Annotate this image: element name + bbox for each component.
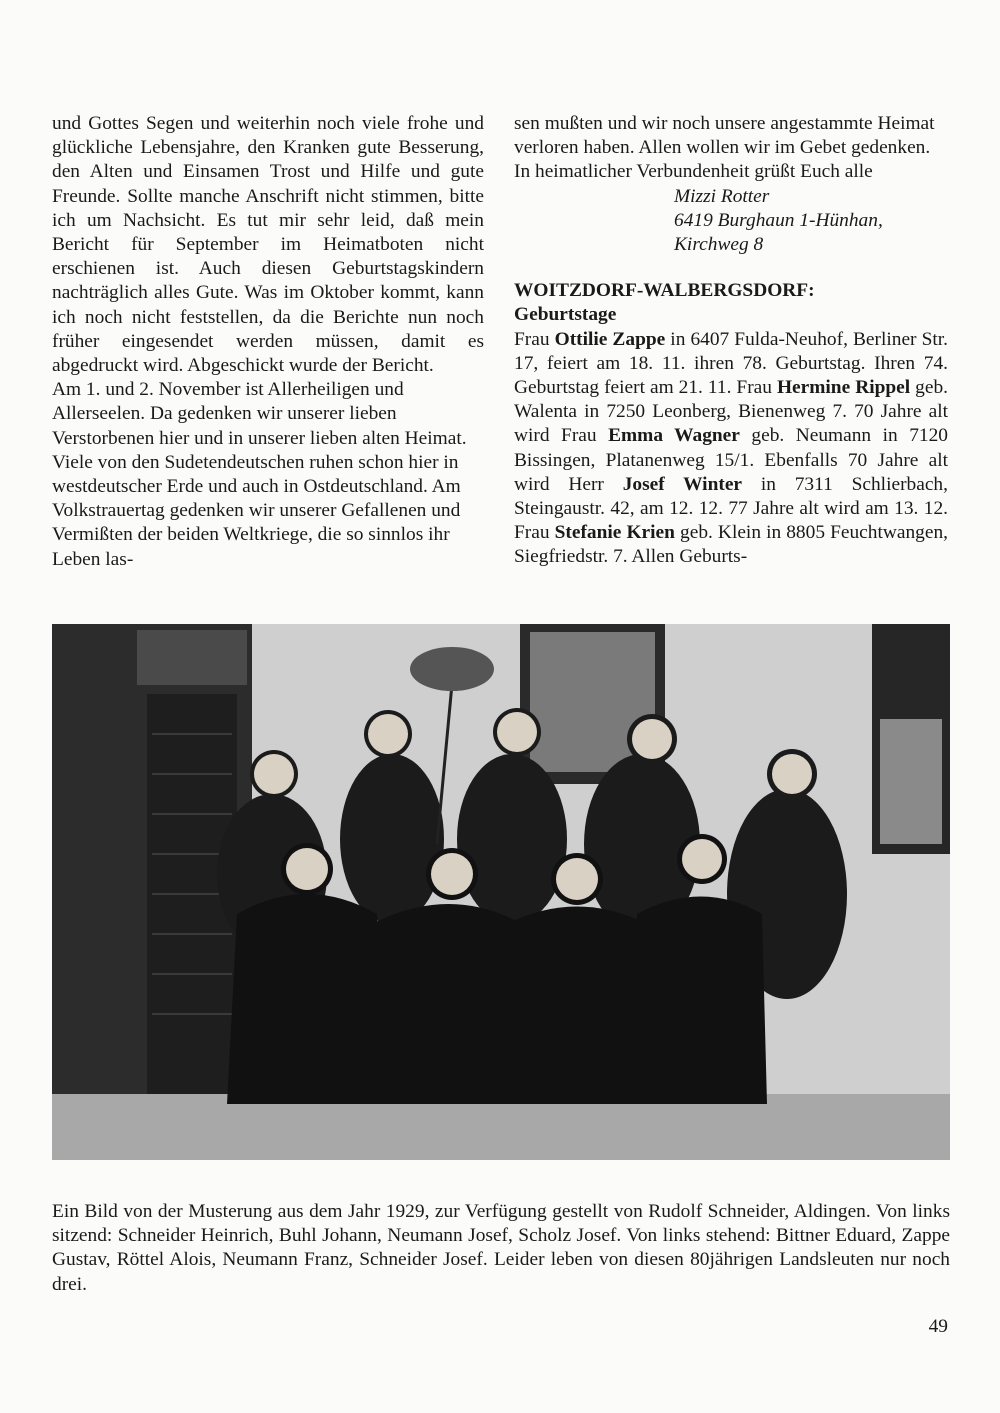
- page-number: 49: [928, 1316, 948, 1337]
- birthday-name-4: Josef Winter: [622, 473, 743, 495]
- left-paragraph-1: und Gottes Segen und weiterhin noch viele frohe und glückliche Lebensjahre, den Kranken gute Besserung, den Alten und Einsamen Trost und Hilfe und gute Freunde. Sollte manche Anschrift nicht stimmen, bitte ich um Nachsicht. Es tut mir sehr leid, daß mein Bericht für September im Heimatboten nicht erschienen ist. Auch diesen Geburtstagskindern nachträglich alles Gute. Was im Oktober kommt, kann ich noch nicht feststellen, da die Berichte nun noch früher eingesendet werden müssen, damit es abgedruckt wird. Abgeschickt wurde der Bericht.: [52, 113, 484, 377]
- birthday-list: [514, 328, 948, 570]
- birthday-text-5: in 7311 Schlierbach, Steingaustr. 42, am 12. 12. 77 Jahre alt wird am 13. 12. Frau: [514, 473, 948, 544]
- birthday-text-3: geb. Walenta in 7250 Leonberg, Bienenweg 7. 70 Jahre alt wird Frau: [514, 377, 948, 447]
- birthday-text-6: geb. Klein in 8805 Feuchtwangen, Siegfriedstr. 7. Allen Geburts-: [514, 522, 949, 568]
- birthday-name-5: Stefanie Krien: [554, 522, 675, 544]
- signature-block: [674, 185, 948, 258]
- birthday-text-4: geb. Neumann in 7120 Bissingen, Platanenweg 15/1. Ebenfalls 70 Jahre alt wird Herr: [514, 425, 948, 495]
- birthday-name-2: Hermine Rippel: [776, 377, 911, 399]
- left-paragraph-2: Am 1. und 2. November ist Allerheiligen und Allerseelen. Da gedenken wir unserer lieben Verstorbenen hier und in unserer lieben alten Heimat. Viele von den Sudetendeutschen ruhen schon hier in westdeutscher Erde und auch in Ostdeutschland. Am Volkstrauertag gedenken wir unserer Gefallenen und Vermißten der beiden Weltkriege, die so sinnlos ihr Leben las-: [52, 379, 467, 570]
- birthday-text-2: in 6407 Fulda-Neuhof, Berliner Str. 17, feiert am 18. 11. ihren 78. Geburtstag. Ihren 74. Geburtstag feiert am 21. 11. Frau: [514, 328, 948, 399]
- birthday-name-3: Emma Wagner: [608, 425, 740, 447]
- photo-caption: Ein Bild von der Musterung aus dem Jahr 1929, zur Verfügung gestellt von Rudolf Schneider, Aldingen. Von links sitzend: Schneider Heinrich, Buhl Johann, Neumann Josef, Scholz Josef. Von links stehend: Bittner Eduard, Zappe Gustav, Röttel Alois, Neumann Franz, Schneider Josef. Leider leben von diesen 80jährigen Landsleuten nur noch drei.: [52, 1201, 950, 1295]
- birthday-name-1: Ottilie Zappe: [554, 328, 666, 350]
- signature-address-line-1: 6419 Burghaun 1-Hünhan,: [674, 209, 883, 231]
- birthday-text-1: Frau: [514, 328, 555, 350]
- right-column: [514, 112, 948, 570]
- section-heading: WOITZDORF-WALBERGSDORF:: [514, 280, 815, 302]
- right-paragraph-1: sen mußten und wir noch unsere angestammte Heimat verloren haben. Allen wollen wir im Gebet gedenken. In heimatlicher Verbundenheit grüßt Euch alle: [514, 113, 935, 183]
- group-photo: [52, 624, 950, 1160]
- left-column: [52, 112, 484, 572]
- section-subheading: Geburtstage: [514, 304, 617, 326]
- signature-address-line-2: Kirchweg 8: [674, 234, 764, 256]
- signature-name: Mizzi Rotter: [674, 185, 770, 207]
